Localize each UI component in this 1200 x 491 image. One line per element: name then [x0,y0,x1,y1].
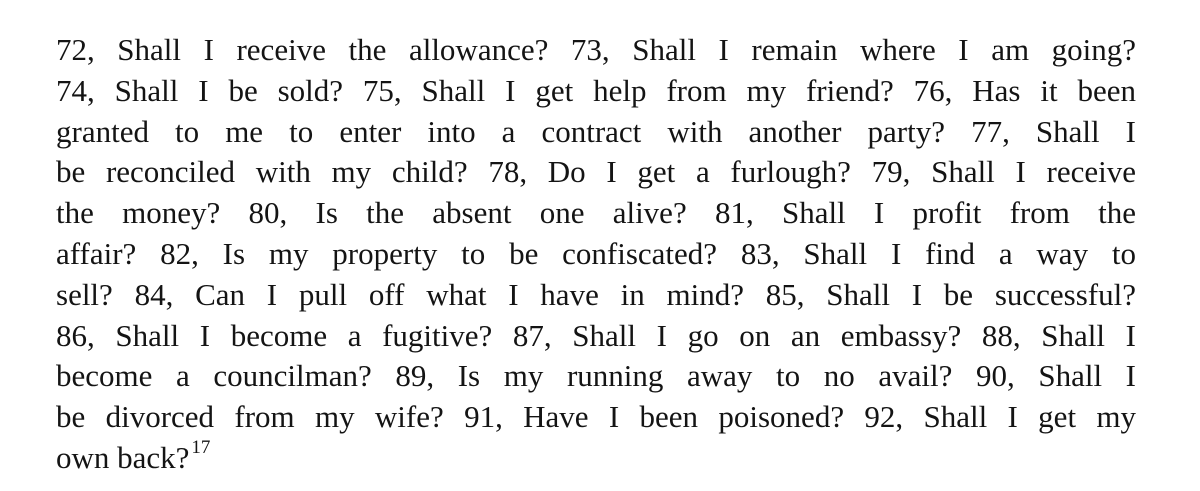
text-line-1: 72, Shall I receive the allowance? 73, Shall I remain where I am going? [56,32,1136,67]
text-line-9: become a councilman? 89, Is my running away to no avail? 90, Shall I [56,358,1136,394]
text-line-10: be divorced from my wife? 91, Have I been poisoned? 92, Shall I get my [56,399,1136,435]
last-line-text: own back? [56,439,190,475]
text-line-4: be reconciled with my child? 78, Do I get a furlough? 79, Shall I receive [56,154,1136,190]
text-line-11 [56,438,1136,479]
text-line-5: the money? 80, Is the absent one alive? 81, Shall I profit from the [56,195,1136,231]
footnote-reference[interactable]: 17 [191,436,211,458]
text-line-7: sell? 84, Can I pull off what I have in mind? 85, Shall I be successful? [56,276,1136,312]
text-line-2: 74, Shall I be sold? 75, Shall I get help from my friend? 76, Has it been [56,72,1136,108]
text-block [56,30,1136,479]
text-line-8: 86, Shall I become a fugitive? 87, Shall I go on an embassy? 88, Shall I [56,317,1136,353]
text-line-3: granted to me to enter into a contract with another party? 77, Shall I [56,113,1136,149]
text-line-6: affair? 82, Is my property to be confiscated? 83, Shall I find a way to [56,235,1136,271]
